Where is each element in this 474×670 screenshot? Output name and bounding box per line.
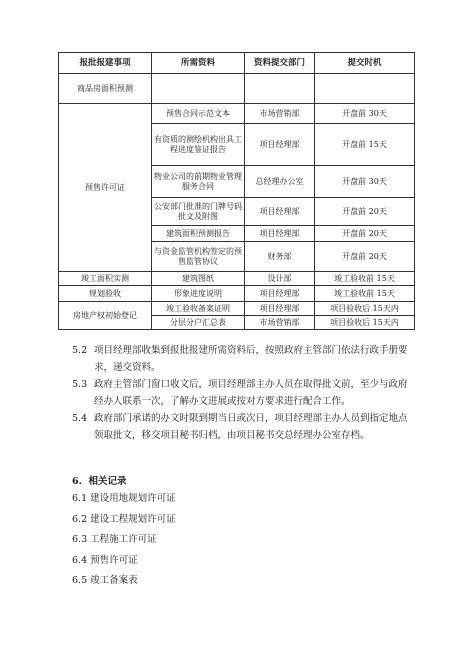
cell-material — [152, 74, 245, 104]
cell-dept: 项目经理部 — [245, 226, 315, 242]
cell-material: 形象进度说明 — [152, 286, 245, 302]
table-header-row — [59, 53, 415, 74]
paragraph-number: 5.4 — [72, 413, 88, 424]
procedure-paragraphs — [72, 342, 412, 444]
cell-dept: 项目经理部 — [245, 302, 315, 316]
cell-material: 竣工验收备案证明 — [152, 302, 245, 316]
cell-item: 预售许可证 — [59, 104, 152, 272]
cell-dept: 总经理办公室 — [245, 166, 315, 198]
cell-dept: 市场营销部 — [245, 316, 315, 330]
paragraph — [72, 342, 412, 376]
header-timing: 提交时机 — [315, 53, 415, 74]
cell-timing: 竣工验收前 15天 — [315, 272, 415, 286]
header-dept: 资料提交部门 — [245, 53, 315, 74]
cell-timing: 竣工验收前 15天 — [315, 286, 415, 302]
cell-material: 与资金监管机构签定的预售监管协议 — [152, 242, 245, 272]
cell-timing: 开盘前 20天 — [315, 242, 415, 272]
paragraph-number: 5.3 — [72, 379, 88, 390]
header-item: 报批报建事项 — [59, 53, 152, 74]
table-row — [59, 286, 415, 302]
paragraph — [72, 410, 412, 444]
cell-timing: 开盘前 30天 — [315, 166, 415, 198]
records-list — [72, 489, 176, 592]
paragraph-text: 政府主管部门窗口收文后，项目经理部主办人员在取得批文前，至少与政府经办人联系一次，了解办文进展或按对方要求进行配合工作。 — [94, 379, 408, 407]
cell-timing: 项目验收后 15天内 — [315, 302, 415, 316]
section-number: 6. — [72, 476, 82, 487]
cell-material: 分层分户汇总表 — [152, 316, 245, 330]
cell-dept: 项目经理部 — [245, 286, 315, 302]
cell-timing — [315, 74, 415, 104]
paragraph-text: 政府部门承诺的办文时限到期当日或次日，项目经理部主办人员到指定地点领取批文，移交项目秘书归档，由项目秘书交总经理办公室存档。 — [94, 413, 408, 441]
table-row — [59, 104, 415, 124]
cell-item: 竣工面积实测 — [59, 272, 152, 286]
table-row — [59, 272, 415, 286]
cell-dept: 市场营销部 — [245, 104, 315, 124]
header-material: 所需资料 — [152, 53, 245, 74]
list-item: 6.3 工程施工许可证 — [72, 534, 157, 545]
cell-timing: 开盘前 15天 — [315, 124, 415, 166]
cell-material: 建筑面积预测报告 — [152, 226, 245, 242]
cell-material: 有资质的测绘机构出具工程进度鉴证报告 — [152, 124, 245, 166]
cell-material: 公安部门批准的门牌号码批文及附图 — [152, 198, 245, 226]
cell-dept: 项目经理部 — [245, 198, 315, 226]
cell-timing: 开盘前 20天 — [315, 198, 415, 226]
cell-dept: 项目经理部 — [245, 124, 315, 166]
cell-timing: 开盘前 20天 — [315, 226, 415, 242]
paragraph-text: 项目经理部收集到报批报建所需资料后，按照政府主管部门依法行政手册要求，递交资料。 — [94, 345, 408, 373]
table-row — [59, 74, 415, 104]
cell-item: 房地产权初始登记 — [59, 302, 152, 330]
cell-material: 预售合同示范文本 — [152, 104, 245, 124]
cell-dept — [245, 74, 315, 104]
cell-material: 建筑图纸 — [152, 272, 245, 286]
section-heading — [72, 473, 127, 487]
list-item: 6.1 建设用地规划许可证 — [72, 493, 176, 504]
cell-item: 规划验收 — [59, 286, 152, 302]
cell-timing: 项目验收后 15天内 — [315, 316, 415, 330]
cell-dept: 财务部 — [245, 242, 315, 272]
list-item: 6.5 竣工备案表 — [72, 575, 138, 586]
approval-table — [58, 52, 415, 330]
cell-dept: 设计部 — [245, 272, 315, 286]
paragraph-number: 5.2 — [72, 345, 88, 356]
section-title: 相关记录 — [88, 476, 127, 487]
cell-timing: 开盘前 30天 — [315, 104, 415, 124]
paragraph — [72, 376, 412, 410]
cell-material: 物业公司的前期物业管理服务合同 — [152, 166, 245, 198]
list-item: 6.4 预售许可证 — [72, 554, 138, 566]
cell-item: 商品房面积预测 — [59, 74, 152, 104]
list-item: 6.2 建设工程规划许可证 — [72, 513, 176, 525]
table-row — [59, 302, 415, 316]
